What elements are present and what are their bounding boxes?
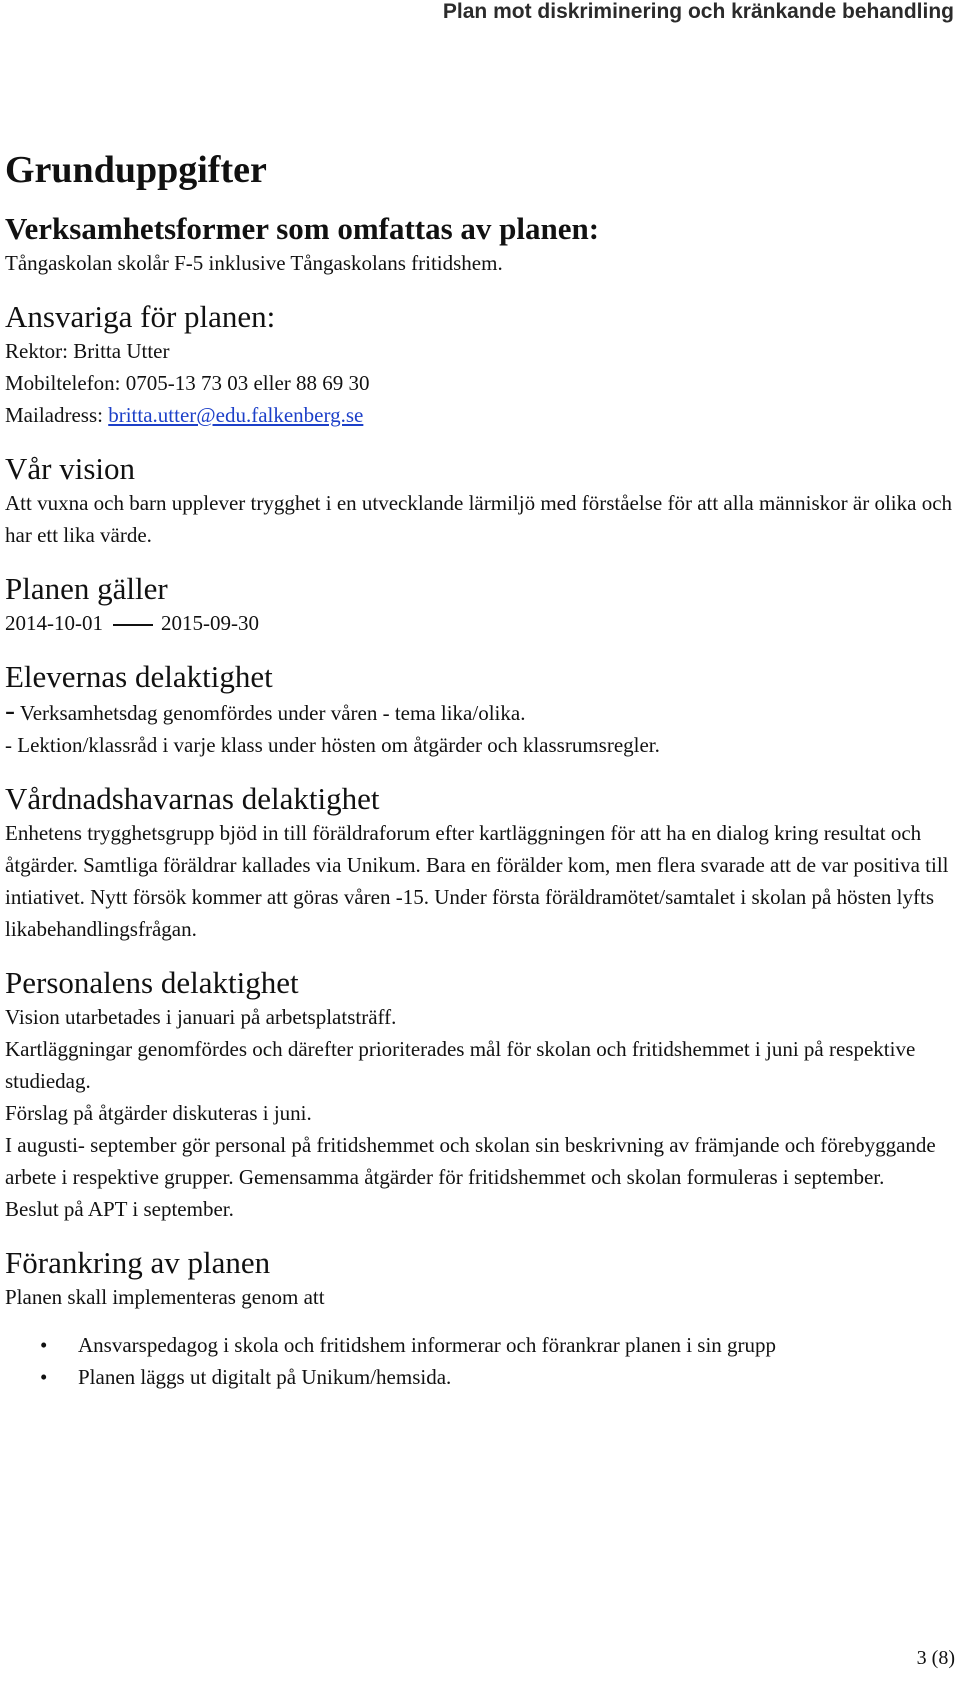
section-verksamhetsformer: [5, 210, 955, 279]
personalens-paragraph-4: I augusti- september gör personal på fritidshemmet och skolan sin beskrivning av främjande och förebyggande arbete i respektive grupper. Gemensamma åtgärder för fritidshemmet och skolan formuleras i september.: [5, 1133, 936, 1189]
email-label: Mailadress:: [5, 403, 109, 427]
section-planen-galler: [5, 570, 955, 639]
section-vardnadshavarnas: [5, 780, 955, 945]
section-heading-ansvariga: Ansvariga för planen:: [5, 299, 276, 334]
end-date: 2015-09-30: [161, 611, 259, 635]
bullet-icon: •: [40, 1333, 48, 1357]
section-heading-elevernas: Elevernas delaktighet: [5, 659, 273, 694]
start-date: 2014-10-01: [5, 611, 103, 635]
elevernas-line-1-dash: -: [5, 694, 15, 727]
elevernas-line-1-text: Verksamhetsdag genomfördes under våren - tema lika/olika.: [15, 701, 526, 725]
email-line: [5, 399, 955, 431]
section-elevernas: [5, 658, 955, 761]
section-heading-planen-galler: Planen gäller: [5, 571, 168, 606]
section-personalens: [5, 964, 955, 1225]
section-heading-forankring: Förankring av planen: [5, 1245, 271, 1280]
page-number: 3 (8): [916, 1647, 955, 1669]
list-item: [5, 1361, 955, 1393]
section-forankring: [5, 1244, 955, 1393]
list-item: [5, 1329, 955, 1361]
personalens-paragraph-2: Kartläggningar genomfördes och därefter prioriterades mål för skolan och fritidshemmet i juni på respektive studiedag.: [5, 1037, 916, 1093]
personalens-paragraph-3: Förslag på åtgärder diskuteras i juni.: [5, 1101, 312, 1125]
section-heading-personalens: Personalens delaktighet: [5, 965, 299, 1000]
rektor-line: Rektor: Britta Utter: [5, 339, 170, 363]
running-header: Plan mot diskriminering och kränkande behandling: [442, 0, 954, 23]
verksamhetsformer-text: Tångaskolan skolår F-5 inklusive Tångaskolans fritidshem.: [5, 251, 503, 275]
page-title: Grunduppgifter: [5, 149, 267, 191]
section-heading-verksamhetsformer: Verksamhetsformer som omfattas av planen:: [5, 211, 600, 246]
email-link[interactable]: britta.utter@edu.falkenberg.se: [108, 403, 364, 427]
document-body: [5, 148, 955, 1412]
date-range: [5, 607, 955, 639]
date-range-dash: [113, 624, 153, 626]
section-heading-vardnadshavarnas: Vårdnadshavarnas delaktighet: [5, 781, 380, 816]
personalens-paragraph-1: Vision utarbetades i januari på arbetsplatsträff.: [5, 1005, 397, 1029]
section-ansvariga: [5, 298, 955, 431]
forankring-intro: Planen skall implementeras genom att: [5, 1285, 325, 1309]
section-vision: [5, 450, 955, 551]
list-item-text: Ansvarspedagog i skola och fritidshem informerar och förankrar planen i sin grupp: [78, 1333, 777, 1357]
vardnadshavarnas-text: Enhetens trygghetsgrupp bjöd in till föräldraforum efter kartläggningen för att ha en dialog kring resultat och åtgärder. Samtliga föräldrar kallades via Unikum. Bara en förälder kom, men flera svarade att de var positiva till intiativet. Nytt försök kommer att göras våren -15. Under första föräldramötet/samtalet i skolan på hösten lyfts likabehandlingsfrågan.: [5, 821, 949, 941]
elevernas-line-2: - Lektion/klassråd i varje klass under hösten om åtgärder och klassrumsregler.: [5, 733, 660, 757]
elevernas-line-1: [5, 695, 955, 729]
mobile-line: Mobiltelefon: 0705-13 73 03 eller 88 69 30: [5, 371, 370, 395]
forankring-list: [5, 1329, 955, 1393]
section-heading-vision: Vår vision: [5, 451, 136, 486]
vision-text: Att vuxna och barn upplever trygghet i en utvecklande lärmiljö med förståelse för att alla människor är olika och har ett lika värde.: [5, 491, 953, 547]
bullet-icon: •: [40, 1365, 48, 1389]
list-item-text: Planen läggs ut digitalt på Unikum/hemsida.: [78, 1365, 452, 1389]
personalens-paragraph-5: Beslut på APT i september.: [5, 1197, 234, 1221]
